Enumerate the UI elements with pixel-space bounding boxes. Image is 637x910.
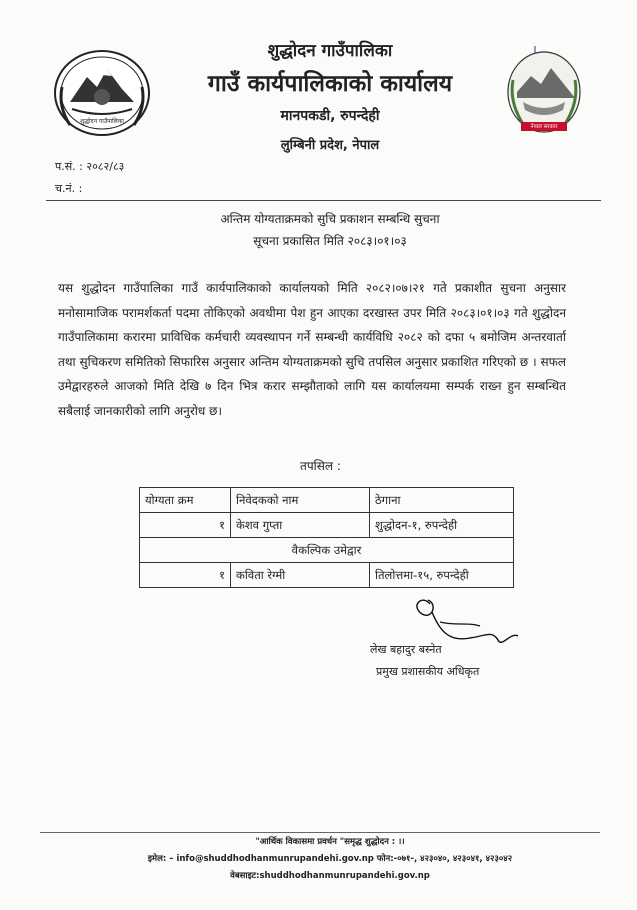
- dispatch-number: च.नं. :: [55, 182, 83, 195]
- alt-row-address: तिलोत्तमा-१५, रुपन्देही: [370, 563, 514, 588]
- office-location: मानपकडी, रुपन्देही: [280, 108, 380, 124]
- footer-divider: [40, 832, 600, 833]
- notice-body: यस शुद्धोदन गाउँपालिका गाउँ कार्यपालिकाको कार्यालयको मिति २०८२।०७।२१ गते प्रकाशीत सुचना अनुसार मनोसामाजिक परामर्शकर्ता पदमा तोकिएको अवधीमा पेश हुन आएका दरखास्त उपर मिति २०८३।०१।०३ गते शुद्धोदन गाउँपालिकामा करारमा प्राविधिक कर्मचारी व्यवस्थापन गर्ने सम्बन्धी कार्यविधि २०८२ को दफा ५ बमोजिम अन्तरवार्ता तथा सुचिकरण समितिको सिफारिस अनुसार अन्तिम योग्यताक्रमको सुचि तपसिल अनुसार प्रकाशित गरिएको छ । सफल उमेद्वारहरुले आजको मिति देखि ७ दिन भित्र करार सम्झौताको लागि यस कार्यालयमा सम्पर्क राख्न हुन सम्बन्धित सबैलाई जानकारीको लागि अनुरोध छ।: [58, 281, 566, 418]
- table-row: [140, 513, 514, 538]
- signatory-name: लेख बहादुर बस्नेत: [370, 643, 442, 656]
- logo-left-caption: शुद्धोदन गाउँपालिका: [80, 118, 124, 125]
- signatory-designation: प्रमुख प्रशासकीय अधिकृत: [376, 665, 480, 678]
- municipality-logo: [52, 47, 152, 139]
- table-header-row: [140, 488, 514, 513]
- office-name: गाउँ कार्यपालिकाको कार्यालय: [207, 71, 453, 97]
- logo-right-caption: नेपाल सरकार: [530, 124, 558, 130]
- footer-slogan: "आर्थिक विकासमा प्रवर्धन "समृद्ध शुद्धोदन : ।।: [255, 837, 405, 847]
- alt-row-name: कविता रेग्मी: [231, 563, 370, 588]
- alt-row-rank: १: [140, 563, 231, 588]
- nepal-emblem: [505, 40, 583, 140]
- alternate-heading-row: [140, 538, 514, 563]
- row-name: केशव गुप्ता: [231, 513, 370, 538]
- merit-list-table: [139, 487, 514, 588]
- alternate-label: वैकल्पिक उमेद्वार: [140, 538, 514, 563]
- table-row: [140, 563, 514, 588]
- col-rank: योग्यता क्रम: [140, 488, 231, 513]
- row-address: शुद्धोदन-१, रुपन्देही: [370, 513, 514, 538]
- letter-number: प.सं. : २०८२/८३: [55, 160, 125, 173]
- province-line: लुम्बिनी प्रदेश, नेपाल: [280, 138, 380, 153]
- col-name: निवेदकको नाम: [231, 488, 370, 513]
- row-rank: १: [140, 513, 231, 538]
- publish-date: सूचना प्रकासित मिति २०८३।०१।०३: [253, 234, 407, 248]
- footer-contact: इमेल: – info@shuddhodhanmunrupandehi.gov.np फोन:-०७१-, ४२३०४०, ४२३०४१, ४२३०४२: [147, 854, 513, 864]
- notice-title: अन्तिम योग्यताक्रमको सुचि प्रकाशन सम्बन्धि सुचना: [220, 212, 440, 226]
- tapasil-label: तपसिल :: [300, 459, 341, 473]
- municipality-name: शुद्धोदन गाउँपालिका: [267, 41, 393, 61]
- footer-website: वेबसाइट:shuddhodhanmunrupandehi.gov.np: [230, 871, 430, 881]
- col-address: ठेगाना: [370, 488, 514, 513]
- header-divider: [46, 200, 601, 201]
